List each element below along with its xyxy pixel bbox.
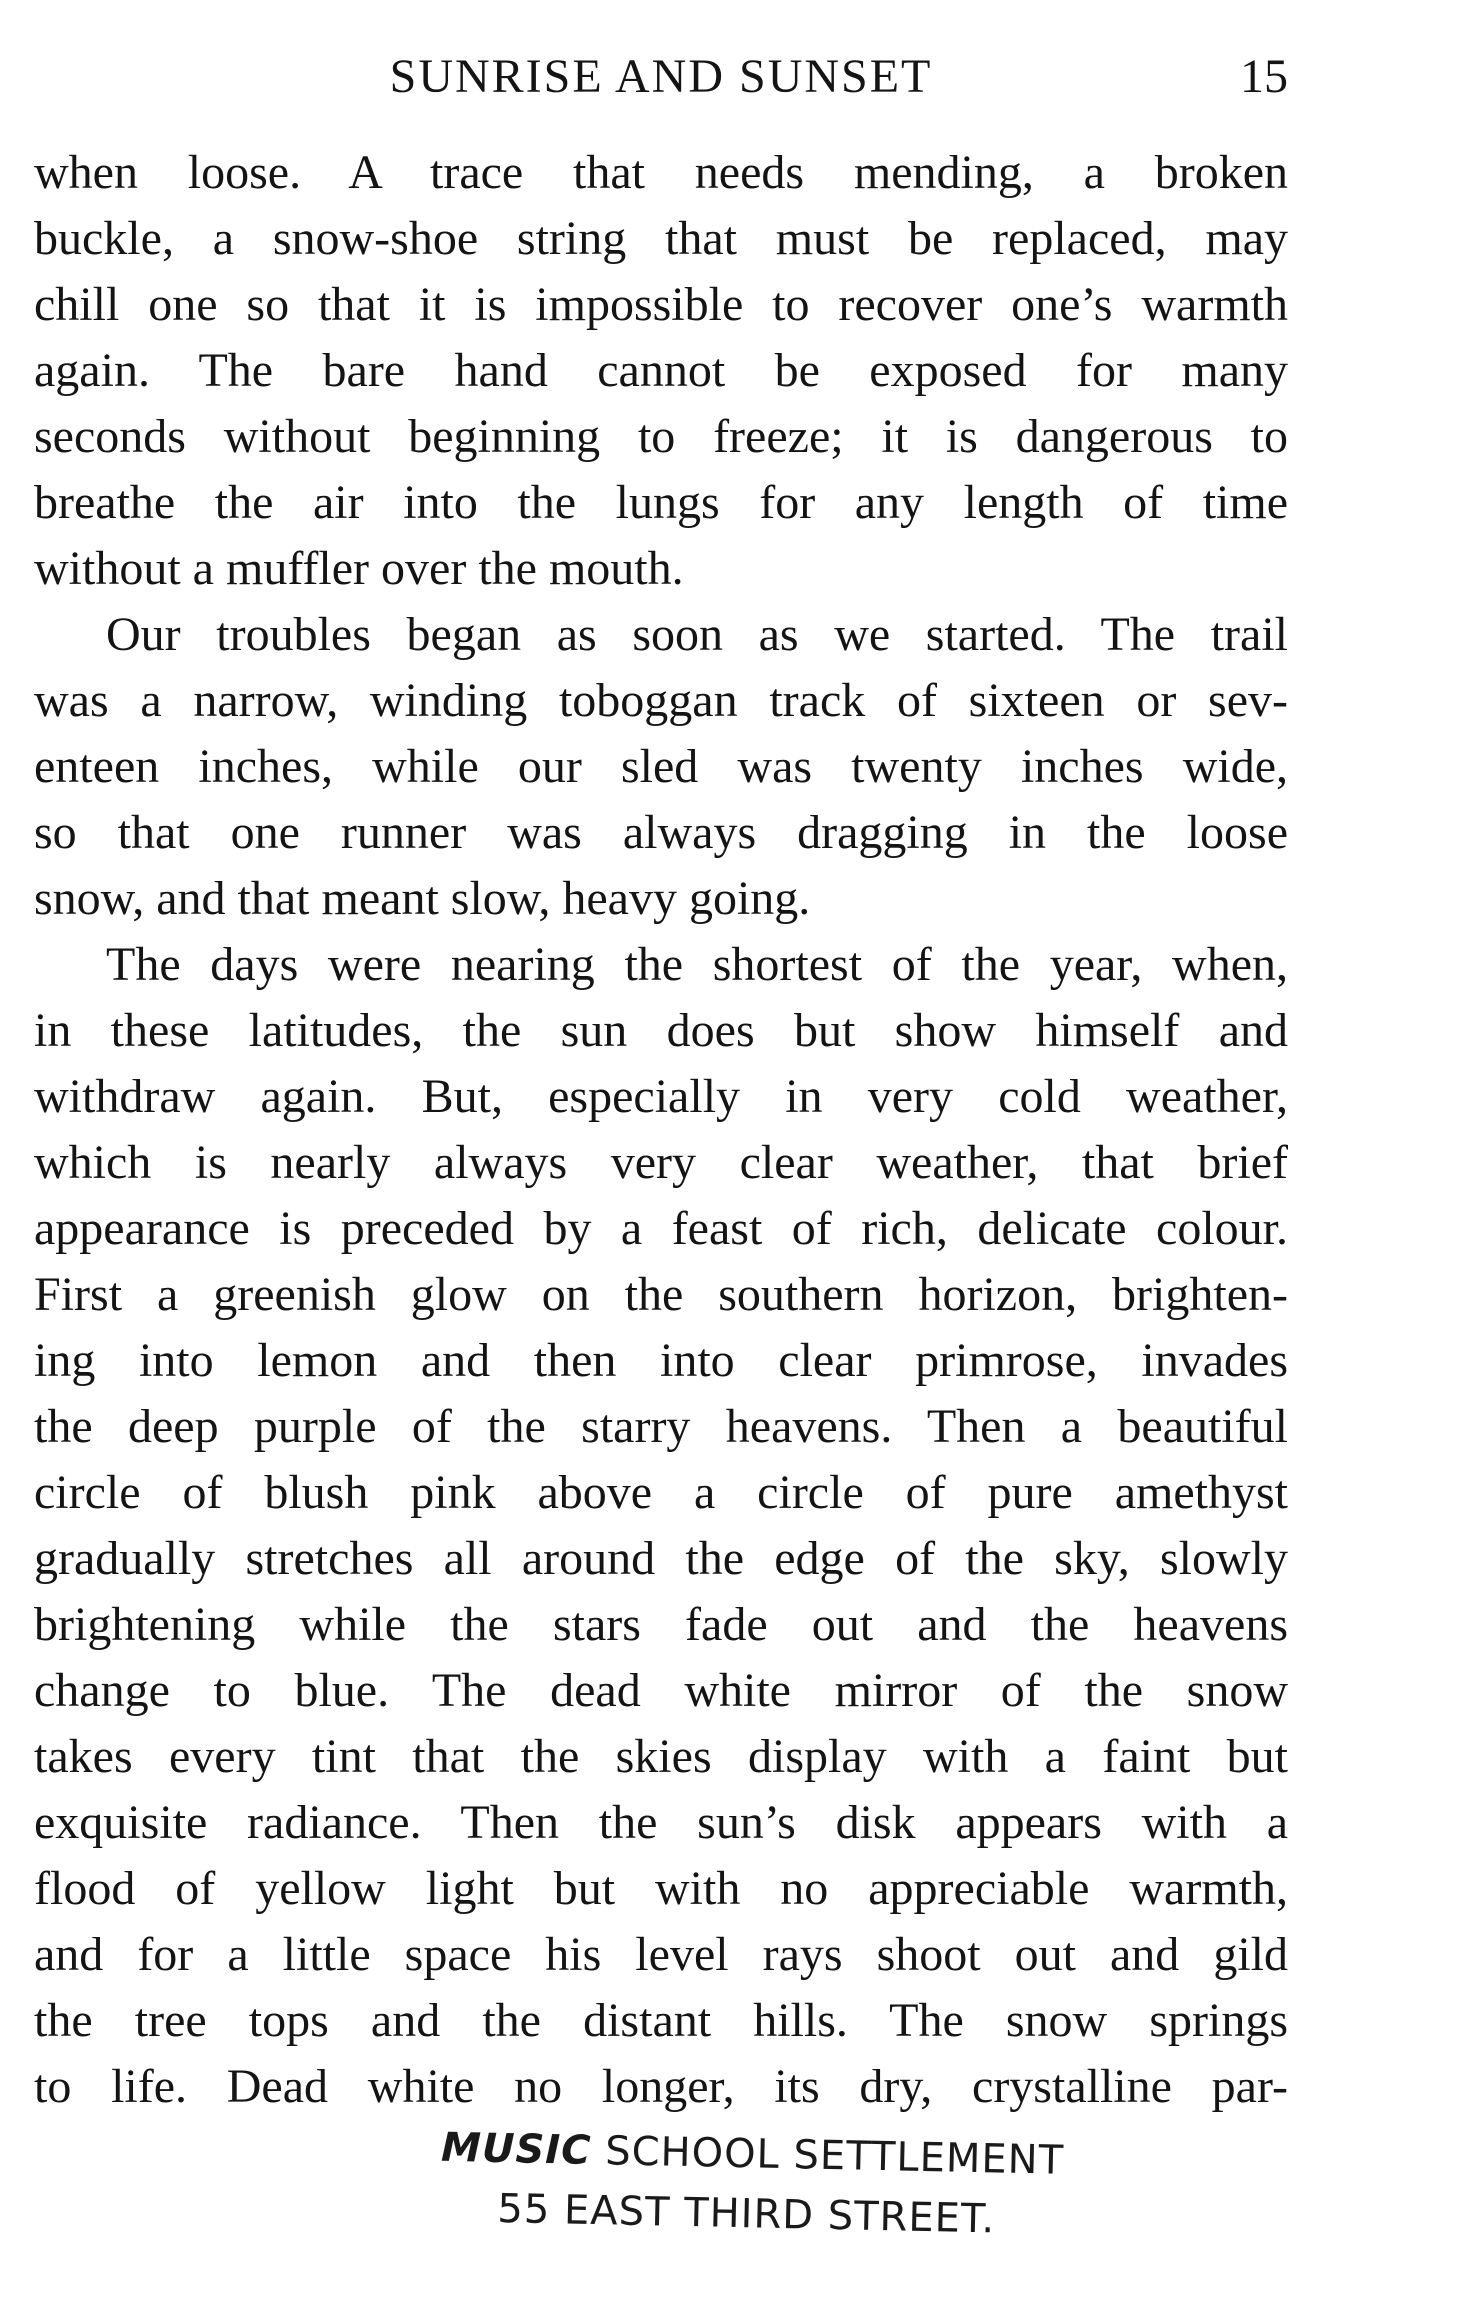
text-line: without a muffler over the mouth. [34,542,684,595]
text-line: takes every tint that the skies display with a faint but [34,1730,1288,1783]
running-head [34,42,1288,112]
text-line: in these latitudes, the sun does but show himself and [34,1004,1288,1057]
text-line: again. The bare hand cannot be exposed for many [34,344,1288,397]
stamp-line-rest: SCHOOL SETTLEMENT [591,2127,1065,2184]
text-line: ing into lemon and then into clear primrose, invades [34,1334,1288,1387]
text-line: appearance is preceded by a feast of rich, delicate colour. [34,1202,1288,1255]
text-line: change to blue. The dead white mirror of the snow [34,1664,1288,1717]
text-line: seconds without beginning to freeze; it is dangerous to [34,410,1288,463]
text-line: chill one so that it is impossible to recover one’s warmth [34,278,1288,331]
stamp-line: 55 EAST THIRD STREET. [496,2185,996,2243]
text-line: the tree tops and the distant hills. The snow springs [34,1994,1288,2047]
text-line: breathe the air into the lungs for any length of time [34,476,1288,529]
text-line: brightening while the stars fade out and the heavens [34,1598,1288,1651]
paragraph [34,932,1288,2120]
text-line: Our troubles began as soon as we started. The trail [106,608,1288,661]
text-line: flood of yellow light but with no appreciable warmth, [34,1862,1288,1915]
text-line: enteen inches, while our sled was twenty inches wide, [34,740,1288,793]
text-line: buckle, a snow-shoe string that must be replaced, may [34,212,1288,265]
text-line: snow, and that meant slow, heavy going. [34,872,811,925]
text-line: when loose. A trace that needs mending, a broken [34,146,1288,199]
text-line: gradually stretches all around the edge of the sky, slowly [34,1532,1288,1585]
text-line: First a greenish glow on the southern horizon, brighten- [34,1268,1288,1321]
text-line: and for a little space his level rays shoot out and gild [34,1928,1288,1981]
text-line: circle of blush pink above a circle of pure amethyst [34,1466,1288,1519]
text-line: was a narrow, winding toboggan track of sixteen or sev- [34,674,1288,727]
library-stamp [0,2109,1474,2260]
text-line: which is nearly always very clear weather, that brief [34,1136,1288,1189]
paragraph [34,602,1288,932]
text-line: exquisite radiance. Then the sun’s disk appears with a [34,1796,1288,1849]
text-line: The days were nearing the shortest of the year, when, [106,938,1288,991]
body-text [34,140,1288,2120]
text-line: the deep purple of the starry heavens. Then a beautiful [34,1400,1288,1453]
page-number: 15 [1240,50,1288,103]
paragraph [34,140,1288,602]
text-line: withdraw again. But, especially in very cold weather, [34,1070,1288,1123]
stamp-strong-word: MUSIC [440,2124,593,2174]
text-line: to life. Dead white no longer, its dry, crystalline par- [34,2060,1288,2113]
chapter-title: SUNRISE AND SUNSET [389,50,933,103]
text-line: so that one runner was always dragging in the loose [34,806,1288,859]
